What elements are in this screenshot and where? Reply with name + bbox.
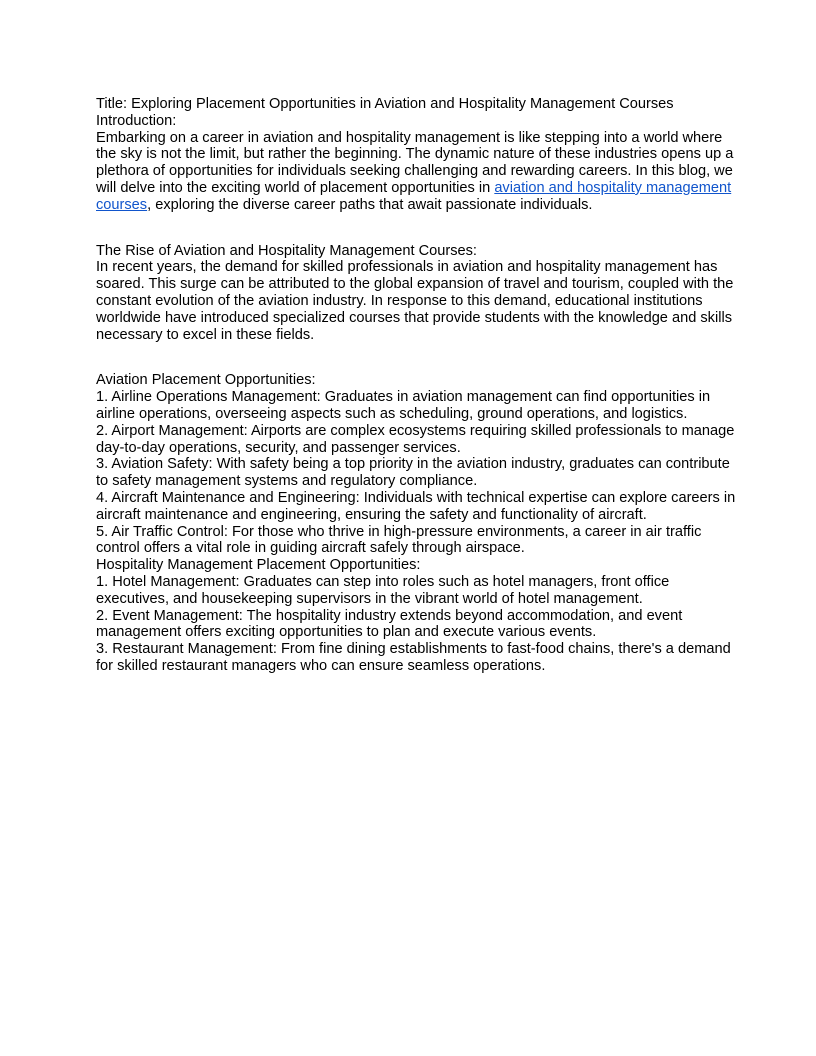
document-title: Title: Exploring Placement Opportunities in Aviation and Hospitality Management Courses [96, 96, 674, 112]
hospitality-section [96, 557, 736, 675]
aviation-item-air-traffic-control: 5. Air Traffic Control: For those who thrive in high-pressure environments, a career in air traffic control offers a vital role in guiding aircraft safely through airspace. [96, 523, 702, 557]
courses-link[interactable]: aviation and hospitality management courses [96, 179, 732, 213]
hospitality-item-hotel-management: 1. Hotel Management: Graduates can step into roles such as hotel managers, front office executives, and housekeeping supervisors in the vibrant world of hotel management. [96, 573, 670, 607]
aviation-item-aviation-safety: 3. Aviation Safety: With safety being a top priority in the aviation industry, graduates can contribute to safety management systems and regulatory compliance. [96, 456, 730, 490]
introduction-paragraph [96, 130, 736, 214]
aviation-item-aircraft-maintenance: 4. Aircraft Maintenance and Engineering: Individuals with technical expertise can explore careers in aircraft maintenance and engineering, ensuring the safety and functionality of aircraft. [96, 489, 736, 523]
introduction-text-start: Embarking on a career in aviation and hospitality management is like stepping into a world where the sky is not the limit, but rather the beginning. The dynamic nature of these industries opens up a plethora of opportunities for individuals seeking challenging and rewarding careers. In this blog, we will delve into the exciting world of placement opportunities in [96, 129, 734, 196]
rise-paragraph: In recent years, the demand for skilled professionals in aviation and hospitality management has soared. This surge can be attributed to the global expansion of travel and tourism, coupled with the constant evolution of the aviation industry. In response to this demand, educational institutions worldwide have introduced specialized courses that provide students with the knowledge and skills necessary to excel in these fields. [96, 259, 734, 343]
introduction-heading: Introduction: [96, 112, 177, 129]
hospitality-item-restaurant-management: 3. Restaurant Management: From fine dining establishments to fast-food chains, there's a demand for skilled restaurant managers who can ensure seamless operations. [96, 641, 731, 674]
aviation-section [96, 372, 736, 557]
aviation-item-airline-operations: 1. Airline Operations Management: Graduates in aviation management can find opportunities in airline operations, overseeing aspects such as scheduling, ground operations, and logistics. [96, 389, 711, 422]
hospitality-item-event-management: 2. Event Management: The hospitality industry extends beyond accommodation, and event management offers exciting opportunities to plan and execute various events. [96, 607, 683, 641]
rise-heading: The Rise of Aviation and Hospitality Management Courses: [96, 242, 477, 259]
rise-section [96, 243, 736, 344]
hospitality-heading: Hospitality Management Placement Opportunities: [96, 557, 421, 574]
document-body [96, 96, 736, 675]
introduction-text-end: , exploring the diverse career paths that await passionate individuals. [147, 196, 593, 213]
introduction-section [96, 113, 736, 214]
aviation-heading: Aviation Placement Opportunities: [96, 372, 316, 389]
aviation-item-airport-management: 2. Airport Management: Airports are complex ecosystems requiring skilled professionals to manage day-to-day operations, security, and passenger services. [96, 422, 735, 456]
